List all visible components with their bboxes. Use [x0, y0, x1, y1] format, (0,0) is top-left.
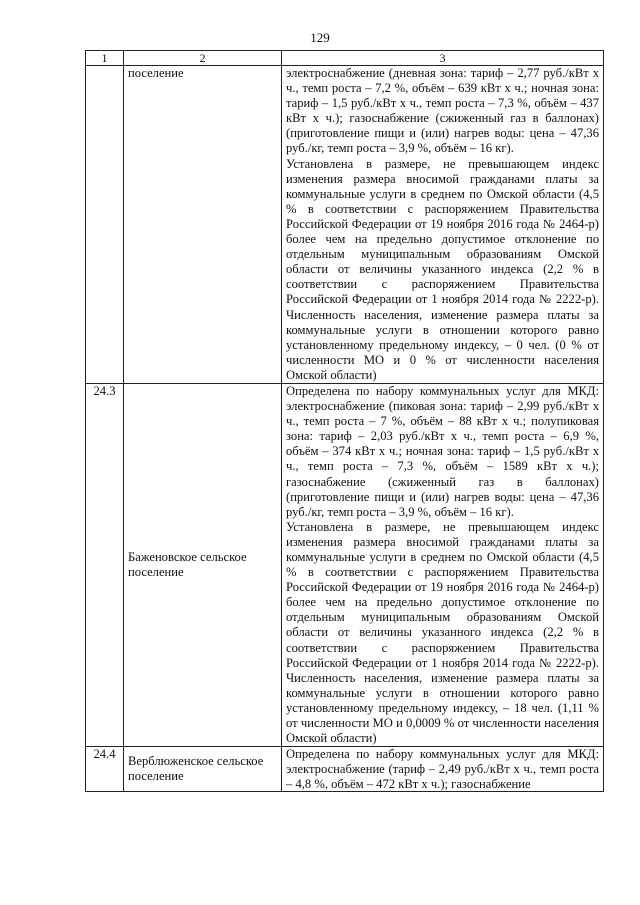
- row-number: [86, 66, 124, 384]
- settlement-name: Верблюженское сельское поселение: [124, 747, 282, 792]
- row-description: [282, 383, 604, 746]
- row-description: [282, 66, 604, 384]
- header-col-1: 1: [86, 51, 124, 66]
- table-row: [86, 383, 604, 746]
- row-number: 24.3: [86, 383, 124, 746]
- settlement-name: Баженовское сельское поселение: [124, 383, 282, 746]
- description-paragraph: Определена по набору коммунальных услуг для МКД: электроснабжение (пиковая зона: тариф – 2,99 руб./кВт х ч., темп роста – 7 %, объём – 88 кВт х ч.; полупиковая зона: тариф – 2,03 руб./кВт х ч., темп роста – 6,9 %, объём – 374 кВт х ч.; ночная зона: тариф – 1,5 руб./кВт х ч., темп роста – 7,3 %, объём – 1589 кВт х ч.); газоснабжение (сжиженный газ в баллонах) (приготовление пищи и (или) нагрев воды: цена – 47,36 руб./кг, темп роста – 3,9 %, объём – 16 кг).: [286, 383, 599, 519]
- row-description: [282, 747, 604, 792]
- description-paragraph: Определена по набору коммунальных услуг для МКД: электроснабжение (тариф – 2,49 руб./кВт х ч., темп роста – 4,8 %, объём – 472 кВт х ч.); газоснабжение: [286, 747, 599, 792]
- table-row: [86, 66, 604, 384]
- description-paragraph: электроснабжение (дневная зона: тариф – 2,77 руб./кВт х ч., темп роста – 7,2 %, объём – 639 кВт х ч.; ночная зона: тариф – 1,5 руб./кВт х ч., темп роста – 7,3 %, объём – 437 кВт х ч.); газоснабжение (сжиженный газ в баллонах) (приготовление пищи и (или) нагрев воды: цена – 47,36 руб./кг, темп роста – 3,9 %, объём – 16 кг).: [286, 66, 599, 156]
- header-col-2: 2: [124, 51, 282, 66]
- table-header-row: [86, 51, 604, 66]
- page-number: 129: [310, 30, 330, 45]
- document-table: [85, 50, 604, 792]
- settlement-name: поселение: [124, 66, 282, 384]
- table-row: [86, 747, 604, 792]
- description-paragraph: Установлена в размере, не превышающем индекс изменения размера вносимой гражданами платы за коммунальные услуги в среднем по Омской области (4,5 % в соответствии с распоряжением Правительства Российской Федерации от 19 ноября 2016 года № 2464-р) более чем на предельно допустимое отклонение по отдельным муниципальным образованиям Омской области от величины указанного индекса (2,2 % в соответствии с распоряжением Правительства Российской Федерации от 1 ноября 2014 года № 2222-р). Численность населения, изменение размера платы за коммунальные услуги в отношении которого равно установленному предельному индексу, – 0 чел. (0 % от численности МО и 0 % от численности населения Омской области): [286, 156, 599, 382]
- description-paragraph: Установлена в размере, не превышающем индекс изменения размера вносимой гражданами платы за коммунальные услуги в среднем по Омской области (4,5 % в соответствии с распоряжением Правительства Российской Федерации от 19 ноября 2016 года № 2464-р) более чем на предельно допустимое отклонение по отдельным муниципальным образованиям Омской области от величины указанного индекса (2,2 % в соответствии с распоряжением Правительства Российской Федерации от 1 ноября 2014 года № 2222-р). Численность населения, изменение размера платы за коммунальные услуги в отношении которого равно установленному предельному индексу, – 18 чел. (1,11 % от численности МО и 0,0009 % от численности населения Омской области): [286, 519, 599, 746]
- row-number: 24.4: [86, 747, 124, 792]
- header-col-3: 3: [282, 51, 604, 66]
